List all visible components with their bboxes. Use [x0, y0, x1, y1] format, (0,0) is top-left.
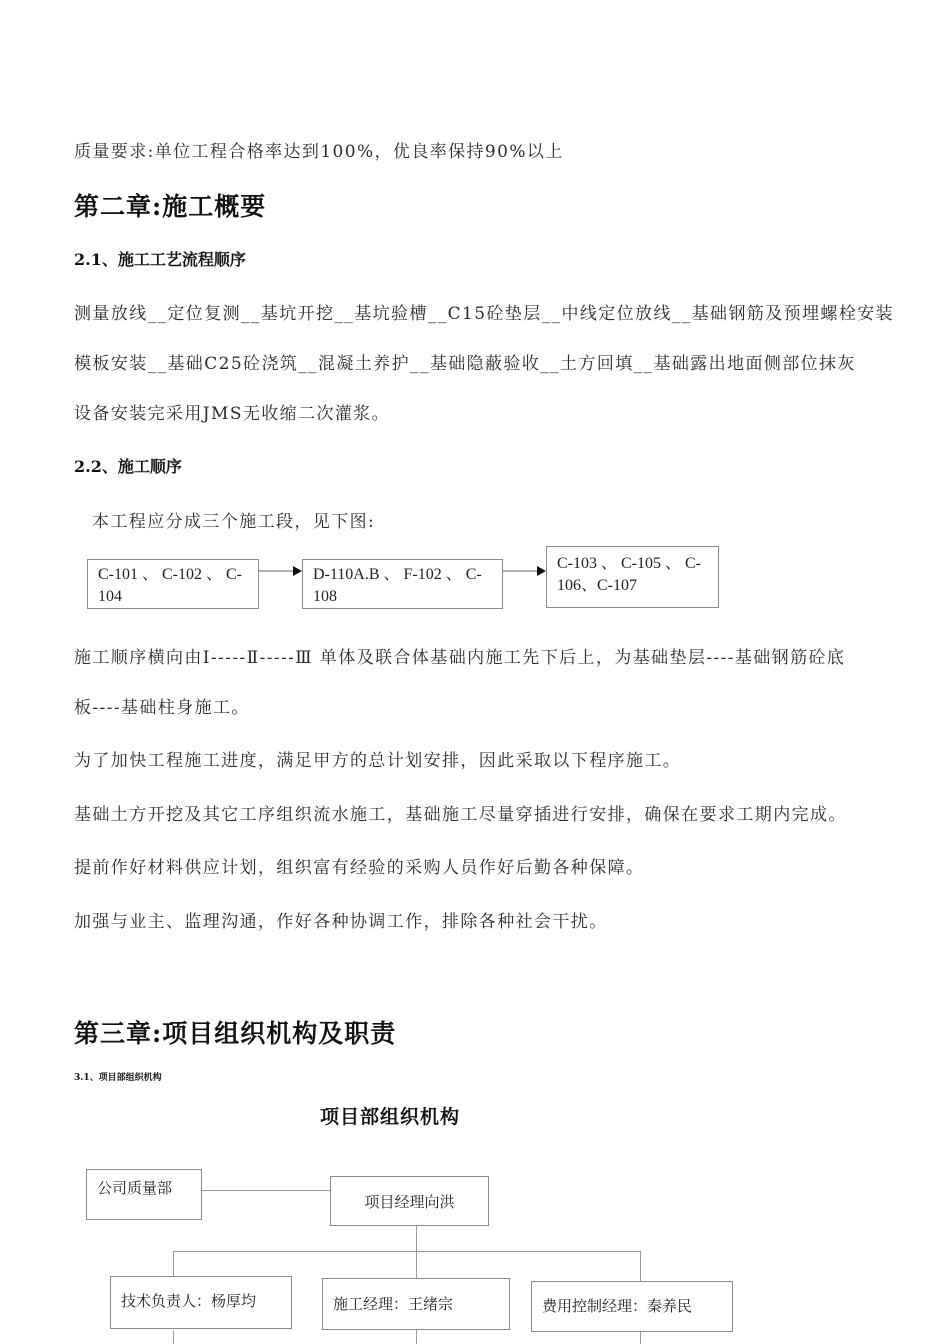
org-link-quality: [201, 1190, 331, 1191]
flow-box-3-line1: C-103 、 C-105 、 C-: [557, 555, 702, 572]
org-link-construction-down: [416, 1330, 417, 1344]
section-2-2-intro: 本工程应分成三个施工段，见下图:: [92, 512, 376, 532]
section-2-1-title: 2.1、施工工艺流程顺序: [74, 250, 246, 269]
org-link-tech-down: [173, 1330, 174, 1344]
process-line-2: 模板安装__基础C25砼浇筑__混凝土养护__基础隐蔽验收__土方回填__基础露出地面侧部位抹灰: [74, 354, 856, 374]
org-box-project-manager: [330, 1176, 489, 1226]
org-link-cost-down: [640, 1330, 641, 1344]
process-line-3: 设备安装完采用JMS无收缩二次灌浆。: [74, 404, 391, 424]
section-3-1-title: 3.1、项目部组织机构: [74, 1073, 162, 1083]
flow-box-2-line1: D-110A.B 、 F-102 、 C-: [313, 566, 482, 583]
sequence-para-line-1: 施工顺序横向由Ⅰ-----Ⅱ-----Ⅲ 单体及联合体基础内施工先下后上，为基础垫层----基础钢筋砼底: [74, 648, 846, 668]
quality-requirement-text: 质量要求:单位工程合格率达到100%，优良率保持90%以上: [74, 142, 564, 162]
org-link-cost: [640, 1251, 641, 1281]
flow-box-1-line2: 104: [98, 588, 122, 605]
org-quality-dept-label: 公司质量部: [97, 1179, 173, 1197]
flow-box-2-line2: 108: [313, 588, 337, 605]
org-box-construction-manager: [322, 1278, 510, 1330]
flow-box-segment-3: [546, 546, 719, 608]
chapter-3-title: 第三章:项目组织机构及职责: [74, 1019, 397, 1048]
org-link-manager-down: [416, 1225, 417, 1251]
section-2-2-title: 2.2、施工顺序: [74, 457, 182, 476]
org-chart-title: 项目部组织机构: [320, 1106, 461, 1128]
org-construction-mgr-label: 施工经理：王绪宗: [333, 1295, 454, 1313]
org-box-quality-dept: [86, 1169, 202, 1220]
org-link-tech: [173, 1251, 174, 1276]
org-tech-lead-label: 技术负责人：杨厚均: [121, 1292, 257, 1310]
chapter-2-title: 第二章:施工概要: [74, 192, 267, 221]
org-box-cost-manager: [531, 1281, 733, 1332]
sequence-para-line-2: 板----基础柱身施工。: [74, 698, 250, 718]
coordination-para: 加强与业主、监理沟通，作好各种协调工作，排除各种社会干扰。: [74, 912, 608, 932]
earthwork-para: 基础土方开挖及其它工序组织流水施工，基础施工尽量穿插进行安排，确保在要求工期内完成。: [74, 805, 847, 825]
org-cost-mgr-label: 费用控制经理：秦养民: [542, 1297, 693, 1315]
flow-arrow-1: [259, 564, 303, 578]
org-link-construction: [416, 1251, 417, 1278]
flow-box-segment-1: [87, 559, 259, 609]
org-link-horizontal: [173, 1251, 641, 1252]
schedule-para: 为了加快工程施工进度，满足甲方的总计划安排，因此采取以下程序施工。: [74, 751, 682, 771]
flow-box-segment-2: [302, 559, 503, 609]
flow-box-1-line1: C-101 、 C-102 、 C-: [98, 566, 243, 583]
material-para: 提前作好材料供应计划，组织富有经验的采购人员作好后勤各种保障。: [74, 858, 645, 878]
flow-arrow-2: [503, 564, 547, 578]
flow-box-3-line2: 106、C-107: [557, 577, 638, 594]
org-box-tech-lead: [110, 1276, 292, 1329]
org-manager-label: 项目经理向洪: [364, 1192, 455, 1211]
process-line-1: 测量放线__定位复测__基坑开挖__基坑验槽__C15砼垫层__中线定位放线__基础钢筋及预埋螺栓安装: [74, 304, 895, 324]
